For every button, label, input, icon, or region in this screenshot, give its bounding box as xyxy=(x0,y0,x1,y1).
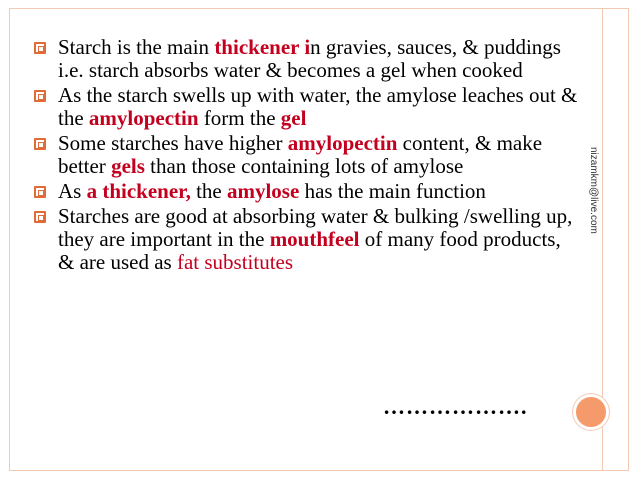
bullet-item: As a thickener, the amylose has the main function xyxy=(30,180,580,203)
author-email: nizamkm@live.com xyxy=(588,146,599,234)
square-bullet-icon xyxy=(34,138,46,150)
decorative-circle xyxy=(573,394,609,430)
square-bullet-icon xyxy=(34,211,46,223)
bullet-list xyxy=(30,36,580,274)
bullet-item: Starch is the main thickener in gravies, sauces, & puddings i.e. starch absorbs water & becomes a gel when cooked xyxy=(30,36,580,82)
ellipsis-dots: ………………. xyxy=(383,394,528,419)
square-bullet-icon xyxy=(34,42,46,54)
bullet-item: Some starches have higher amylopectin content, & make better gels than those containing lots of amylose xyxy=(30,132,580,178)
square-bullet-icon xyxy=(34,90,46,102)
bullet-item: As the starch swells up with water, the amylose leaches out & the amylopectin form the gel xyxy=(30,84,580,130)
bullet-item: Starches are good at absorbing water & bulking /swelling up, they are important in the mouthfeel of many food products, & are used as fat substitutes xyxy=(30,205,580,274)
square-bullet-icon xyxy=(34,186,46,198)
